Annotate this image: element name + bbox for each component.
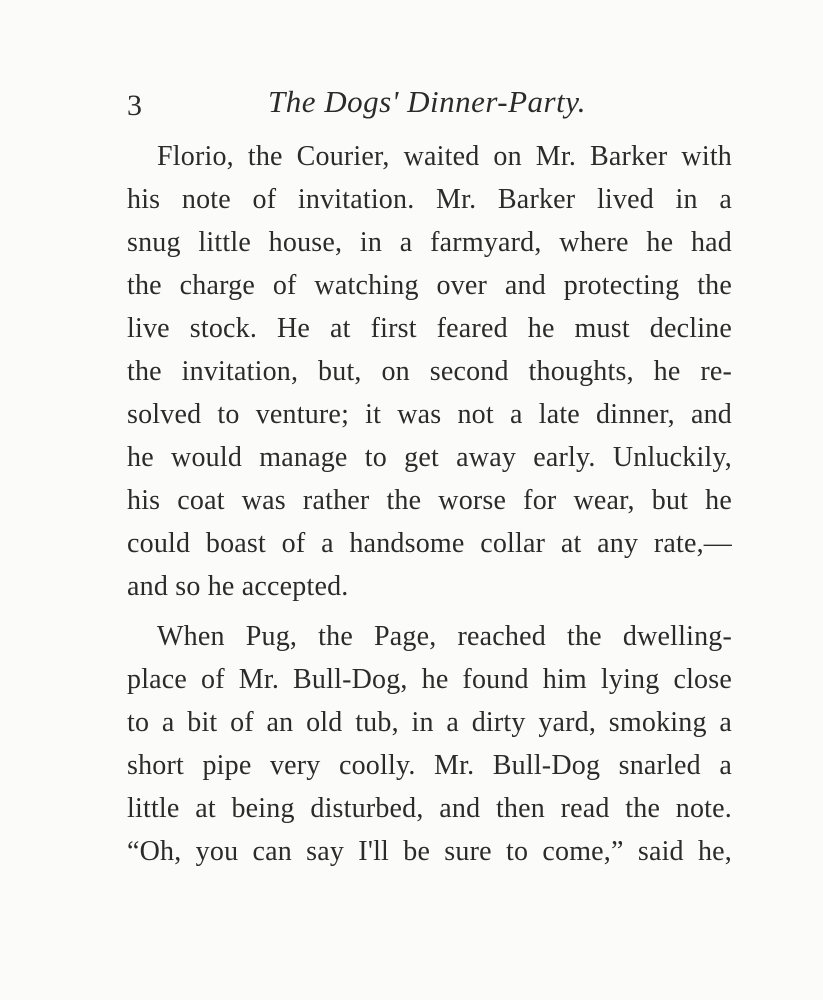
text-line: “Oh, you can say I'll be sure to come,” said he, (127, 836, 732, 867)
text-line: little at being disturbed, and then read the note. (127, 793, 732, 824)
text-line: Florio, the Courier, waited on Mr. Barker with (157, 141, 732, 172)
text-line: the invitation, but, on second thoughts, he re- (127, 356, 732, 387)
text-line: live stock. He at first feared he must decline (127, 313, 732, 344)
text-line: the charge of watching over and protecting the (127, 270, 732, 301)
text-line: snug little house, in a farmyard, where he had (127, 227, 732, 258)
text-line: his coat was rather the worse for wear, but he (127, 485, 732, 516)
text-line: solved to venture; it was not a late dinner, and (127, 399, 732, 430)
page-number: 3 (127, 89, 143, 122)
running-title: The Dogs' Dinner-Party. (268, 84, 587, 119)
text-line: short pipe very coolly. Mr. Bull-Dog snarled a (127, 750, 732, 781)
text-line: place of Mr. Bull-Dog, he found him lying close (127, 664, 732, 695)
text-line: his note of invitation. Mr. Barker lived in a (127, 184, 732, 215)
text-line: he would manage to get away early. Unluckily, (127, 442, 732, 473)
text-line: When Pug, the Page, reached the dwelling- (157, 621, 732, 652)
text-line: could boast of a handsome collar at any rate,— (127, 528, 732, 559)
text-line: and so he accepted. (127, 571, 349, 602)
text-line: to a bit of an old tub, in a dirty yard, smoking a (127, 707, 732, 738)
